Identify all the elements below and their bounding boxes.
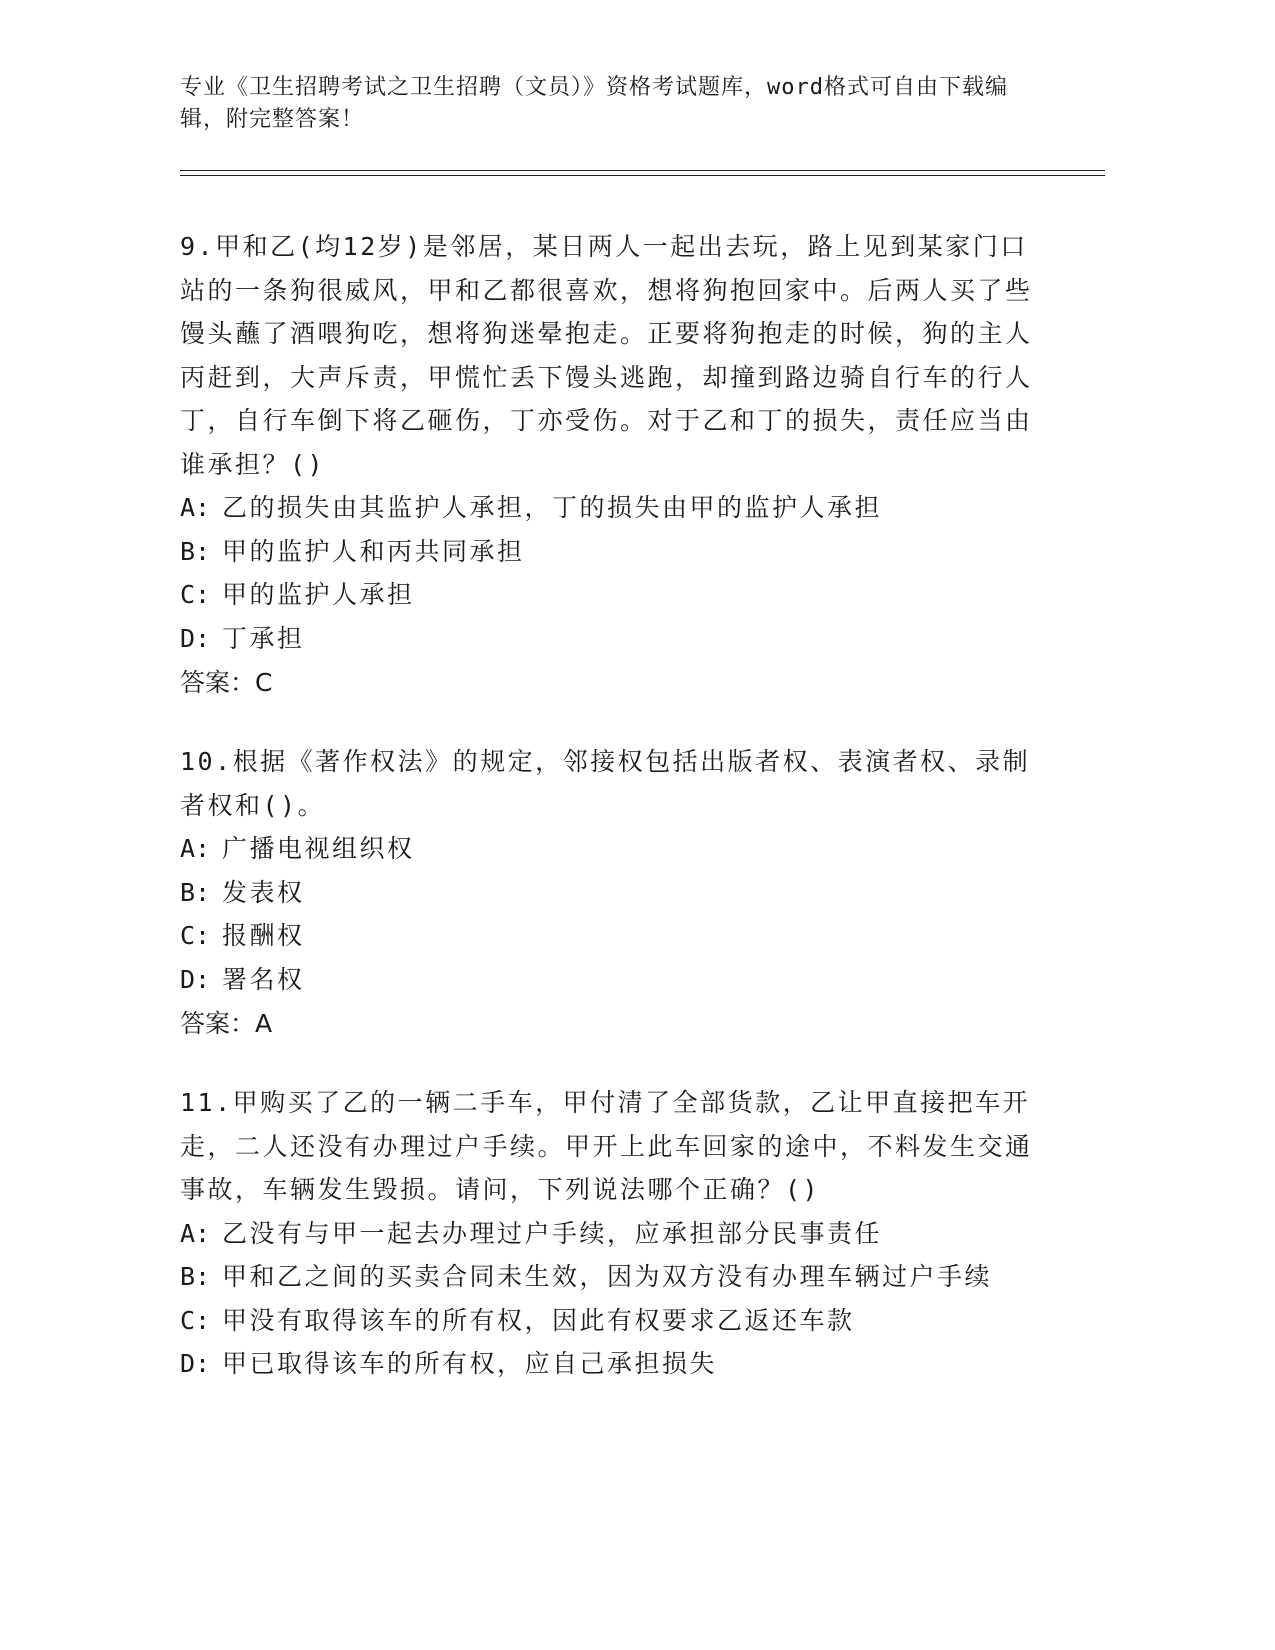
option-c [180,914,1040,958]
question-9 [180,225,1040,706]
option-b [180,530,1040,574]
option-letter: C: [180,921,211,950]
option-b [180,1255,1040,1299]
option-letter: C: [180,1305,211,1335]
question-list [180,225,1040,1420]
question-10 [180,740,1040,1047]
answer-line: 答案：C [180,668,273,697]
option-letter: B: [180,877,211,907]
option-letter: C: [180,580,211,609]
option-text: 甲的监护人和丙共同承担 [222,536,525,566]
option-text: 报酬权 [222,921,305,950]
option-text: 署名权 [222,964,305,994]
question-stem: 10.根据《著作权法》的规定，邻接权包括出版者权、表演者权、录制者权和()。 [180,747,1031,820]
option-a [180,827,1040,871]
option-letter: D: [180,623,211,653]
option-letter: D: [180,964,211,994]
option-text: 乙没有与甲一起去办理过户手续，应承担部分民事责任 [222,1218,883,1248]
option-letter: A: [180,834,211,863]
question-stem: 11.甲购买了乙的一辆二手车，甲付清了全部货款，乙让甲直接把车开走，二人还没有办理过户手续。甲开上此车回家的途中，不料发生交通事故，车辆发生毁损。请问，下列说法哪个正确？() [180,1088,1033,1204]
option-letter: B: [180,1262,211,1291]
option-b [180,871,1040,915]
header-divider-bottom [180,175,1105,176]
option-d [180,1342,1040,1386]
option-d [180,958,1040,1002]
option-letter: A: [180,493,211,522]
option-letter: D: [180,1349,211,1378]
answer-line: 答案：A [180,1009,273,1038]
question-stem: 9.甲和乙(均12岁)是邻居，某日两人一起出去玩，路上见到某家门口站的一条狗很威风，甲和乙都很喜欢，想将狗抱回家中。后两人买了些馒头蘸了酒喂狗吃，想将狗迷晕抱走。正要将狗抱走的时候，狗的主人丙赶到，大声斥责，甲慌忙丢下馒头逃跑，却撞到路边骑自行车的行人丁，自行车倒下将乙砸伤，丁亦受伤。对于乙和丁的损失，责任应当由谁承担？() [180,232,1033,479]
option-text: 甲已取得该车的所有权，应自己承担损失 [222,1349,718,1378]
document-header: 专业《卫生招聘考试之卫生招聘（文员）》资格考试题库，word格式可自由下载编辑，附完整答案！ [180,75,1008,132]
option-text: 丁承担 [222,623,305,653]
option-a [180,1212,1040,1256]
option-text: 甲的监护人承担 [222,580,415,609]
option-d [180,617,1040,661]
header-divider-top [180,170,1105,171]
option-text: 发表权 [222,877,305,907]
option-text: 广播电视组织权 [222,834,415,863]
question-11 [180,1081,1040,1386]
option-text: 乙的损失由其监护人承担，丁的损失由甲的监护人承担 [222,493,883,522]
option-letter: B: [180,536,211,566]
option-letter: A: [180,1218,211,1248]
option-c [180,573,1040,617]
option-text: 甲和乙之间的买卖合同未生效，因为双方没有办理车辆过户手续 [222,1262,993,1291]
option-text: 甲没有取得该车的所有权，因此有权要求乙返还车款 [222,1305,855,1335]
option-a [180,486,1040,530]
option-c [180,1299,1040,1343]
